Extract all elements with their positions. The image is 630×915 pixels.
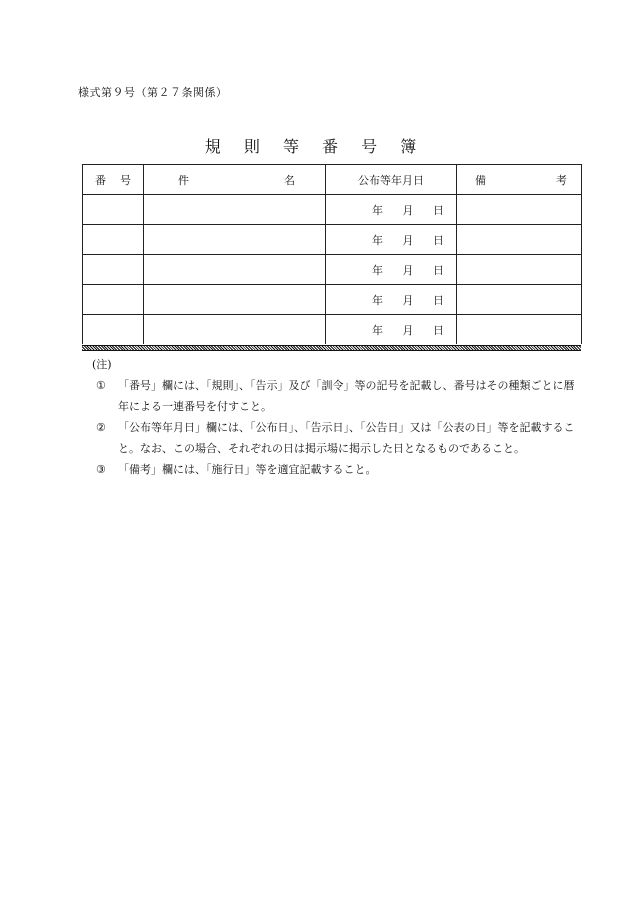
cell-name[interactable]	[144, 285, 326, 315]
header-number: 番 号	[83, 165, 144, 195]
table-row	[83, 255, 582, 285]
cell-remarks[interactable]	[457, 285, 582, 315]
header-remarks: 備 考	[457, 165, 582, 195]
header-date: 公布等年月日	[326, 165, 457, 195]
cell-name[interactable]	[144, 255, 326, 285]
table-row	[83, 285, 582, 315]
note-text: 「公布等年月日」欄には、「公布日」、「告示日」、「公告日」又は「公表の日」等を記載すること。なお、この場合、それぞれの日は掲示場に掲示した日となるものであること。	[118, 421, 575, 455]
cell-number[interactable]	[83, 225, 144, 255]
note-number: ②	[96, 421, 106, 434]
cell-number[interactable]	[83, 285, 144, 315]
cell-date[interactable]: 年 月 日	[326, 285, 457, 315]
register-table	[82, 164, 582, 344]
cell-remarks[interactable]	[457, 195, 582, 225]
cell-name[interactable]	[144, 195, 326, 225]
header-row	[83, 165, 582, 195]
cell-remarks[interactable]	[457, 225, 582, 255]
note-number: ①	[96, 379, 106, 392]
table-row	[83, 315, 582, 345]
table-bottom-hatch-border	[82, 345, 581, 351]
cell-number[interactable]	[83, 195, 144, 225]
note-item	[92, 459, 584, 480]
cell-date[interactable]: 年 月 日	[326, 225, 457, 255]
notes-section	[92, 354, 584, 480]
note-item	[92, 417, 584, 459]
note-text: 「備考」欄には、「施行日」等を適宜記載すること。	[118, 463, 377, 476]
note-item	[92, 375, 584, 417]
cell-date[interactable]: 年 月 日	[326, 255, 457, 285]
cell-name[interactable]	[144, 225, 326, 255]
cell-number[interactable]	[83, 255, 144, 285]
document-title: 規 則 等 番 号 簿	[204, 137, 426, 156]
cell-number[interactable]	[83, 315, 144, 345]
note-number: ③	[96, 463, 106, 476]
table-row	[83, 195, 582, 225]
cell-date[interactable]: 年 月 日	[326, 195, 457, 225]
cell-remarks[interactable]	[457, 315, 582, 345]
notes-heading: (注)	[92, 358, 112, 371]
cell-date[interactable]: 年 月 日	[326, 315, 457, 345]
header-name: 件 名	[144, 165, 326, 195]
note-text: 「番号」欄には、「規則」、「告示」及び「訓令」等の記号を記載し、番号はその種類ごとに暦年による一連番号を付すこと。	[118, 379, 575, 413]
table-row	[83, 225, 582, 255]
form-number-label: 様式第９号（第２７条関係）	[78, 86, 228, 99]
cell-name[interactable]	[144, 315, 326, 345]
cell-remarks[interactable]	[457, 255, 582, 285]
